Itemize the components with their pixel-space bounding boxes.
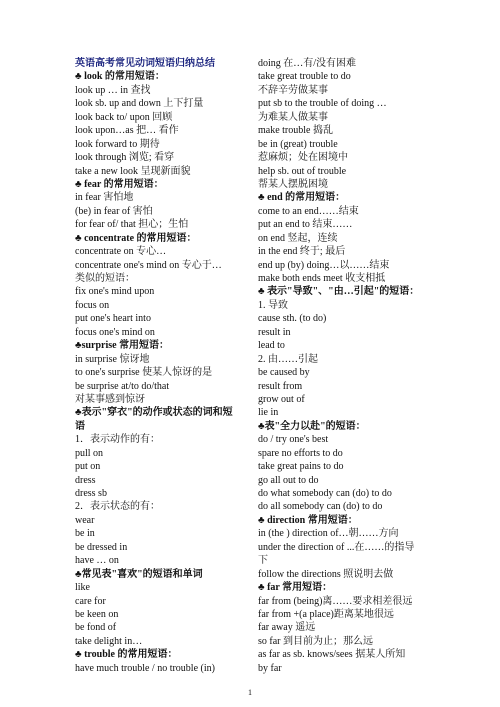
text-line: far from (being)离……要求相差很远	[258, 595, 413, 607]
text-line: be in (great) trouble	[258, 138, 338, 150]
text-line: cause sth. (to do)	[258, 313, 327, 325]
page-number: 1	[248, 688, 252, 697]
text-line: doing 在…有/没有困难	[258, 58, 357, 69]
text-line: dress sb	[75, 488, 107, 499]
left-column	[75, 57, 245, 675]
text-line: spare no efforts to do	[258, 447, 343, 459]
section-heading: ♣ fear 的常用短语：	[75, 178, 164, 190]
text-line: 1．表示动作的有：	[75, 434, 160, 446]
text-line: go all out to do	[258, 474, 319, 486]
section-heading: ♣surprise 常用短语：	[75, 340, 170, 352]
text-line: lie in	[258, 407, 279, 419]
text-line: take a new look 呈现新面貌	[75, 165, 191, 177]
section-heading: ♣ look 的常用短语：	[75, 71, 165, 83]
text-line: put one's heart into	[75, 313, 151, 325]
text-line: look forward to 期待	[75, 138, 160, 150]
text-line: have much trouble / no trouble (in)	[75, 662, 215, 674]
text-line: 2. 由……引起	[258, 353, 318, 365]
text-line: 帮某人摆脱困境	[258, 178, 328, 190]
text-line: as far as sb. knows/sees 据某人所知	[258, 649, 406, 661]
text-line: far from +(a place)距离某地很远	[258, 608, 394, 620]
text-line: result in	[258, 326, 291, 338]
text-line: 惹麻烦；处在困境中	[258, 152, 348, 164]
text-line: take great trouble to do	[258, 71, 351, 83]
text-line: fix one's mind upon	[75, 286, 155, 298]
text-line: follow the directions 照说明去做	[258, 568, 394, 580]
text-line: be fond of	[75, 622, 117, 634]
text-line: look back to/ upon 回顾	[75, 111, 173, 123]
text-line: 2．表示状态的有：	[75, 501, 160, 513]
text-line: like	[75, 582, 90, 594]
section-heading: 语	[75, 420, 85, 432]
text-line: dress	[75, 474, 96, 486]
right-column	[258, 57, 423, 675]
text-line: for fear of/ that 担心；生怕	[75, 219, 189, 231]
text-line: help sb. out of trouble	[258, 165, 347, 177]
text-line: do / try one's best	[258, 434, 329, 446]
section-heading: ♣ end 的常用短语：	[258, 192, 346, 204]
text-line: be surprise at/to do/that	[75, 380, 170, 392]
text-line: concentrate on 专心…	[75, 246, 167, 258]
text-line: 下	[258, 555, 268, 567]
text-line: have … on	[75, 555, 119, 567]
text-line: by far	[258, 662, 282, 674]
text-line: make both ends meet 收支相抵	[258, 273, 386, 284]
section-heading: ♣ trouble 的常用短语：	[75, 649, 178, 661]
section-heading: ♣ 表示"导致"、"由…引起"的短语：	[258, 286, 420, 298]
text-line: look through 浏览; 看穿	[75, 152, 175, 164]
text-line: take delight in…	[75, 635, 143, 647]
section-heading: ♣ far 常用短语：	[258, 582, 333, 594]
text-line: under the direction of ...在……的指导	[258, 541, 415, 553]
text-line: do what somebody can (do) to do	[258, 488, 392, 499]
text-line: be caused by	[258, 367, 310, 379]
text-line: on end 竖起，连续	[258, 232, 338, 244]
text-line: put an end to 结束……	[258, 219, 353, 231]
section-heading: ♣表"全力以赴"的短语：	[258, 420, 366, 432]
text-line: be dressed in	[75, 541, 128, 553]
text-line: in fear 害怕地	[75, 192, 134, 204]
text-line: focus on	[75, 299, 110, 311]
text-line: put sb to the trouble of doing …	[258, 98, 387, 110]
text-line: in the end 终于; 最后	[258, 246, 346, 258]
text-line: lead to	[258, 340, 285, 352]
section-heading: ♣ direction 常用短语：	[258, 514, 358, 526]
section-heading: ♣常见表"喜欢"的短语和单词	[75, 568, 203, 580]
text-line: concentrate one's mind on 专心于…	[75, 259, 222, 271]
text-line: be keen on	[75, 608, 119, 620]
text-line: 类似的短语：	[75, 273, 135, 284]
text-line: look sb. up and down 上下打量	[75, 98, 204, 110]
text-line: far away 遥远	[258, 622, 316, 634]
text-line: look upon…as 把… 看作	[75, 125, 179, 137]
text-line: 为难某人做某事	[258, 111, 328, 123]
text-line: come to an end……结束	[258, 205, 359, 217]
text-line: in surprise 惊讶地	[75, 353, 150, 365]
text-line: look up … in 查找	[75, 84, 151, 96]
text-line: end up (by) doing…以……结束	[258, 259, 390, 271]
document-title: 英语高考常见动词短语归纳总结	[75, 58, 215, 69]
text-line: 对某事感到惊讶	[75, 393, 145, 405]
text-line: make trouble 捣乱	[258, 125, 333, 137]
text-line: focus one's mind on	[75, 326, 155, 338]
text-line: care for	[75, 595, 106, 607]
text-line: (be) in fear of 害怕	[75, 205, 153, 217]
text-line: in (the ) direction of…朝……方向	[258, 528, 399, 540]
text-line: grow out of	[258, 393, 305, 405]
text-line: so far 到目前为止；那么远	[258, 635, 373, 647]
text-line: 1. 导致	[258, 299, 288, 311]
text-line: result from	[258, 380, 303, 392]
section-heading: ♣ concentrate 的常用短语：	[75, 232, 197, 244]
section-heading: ♣表示"穿衣"的动作或状态的词和短	[75, 407, 233, 419]
text-line: put on	[75, 461, 101, 473]
text-line: pull on	[75, 447, 104, 459]
text-line: do all somebody can (do) to do	[258, 501, 383, 513]
text-line: 不辞辛劳做某事	[258, 84, 328, 96]
text-line: take great pains to do	[258, 461, 344, 473]
text-line: to one's surprise 使某人惊讶的是	[75, 367, 213, 379]
text-line: wear	[75, 514, 95, 526]
text-line: be in	[75, 528, 95, 540]
